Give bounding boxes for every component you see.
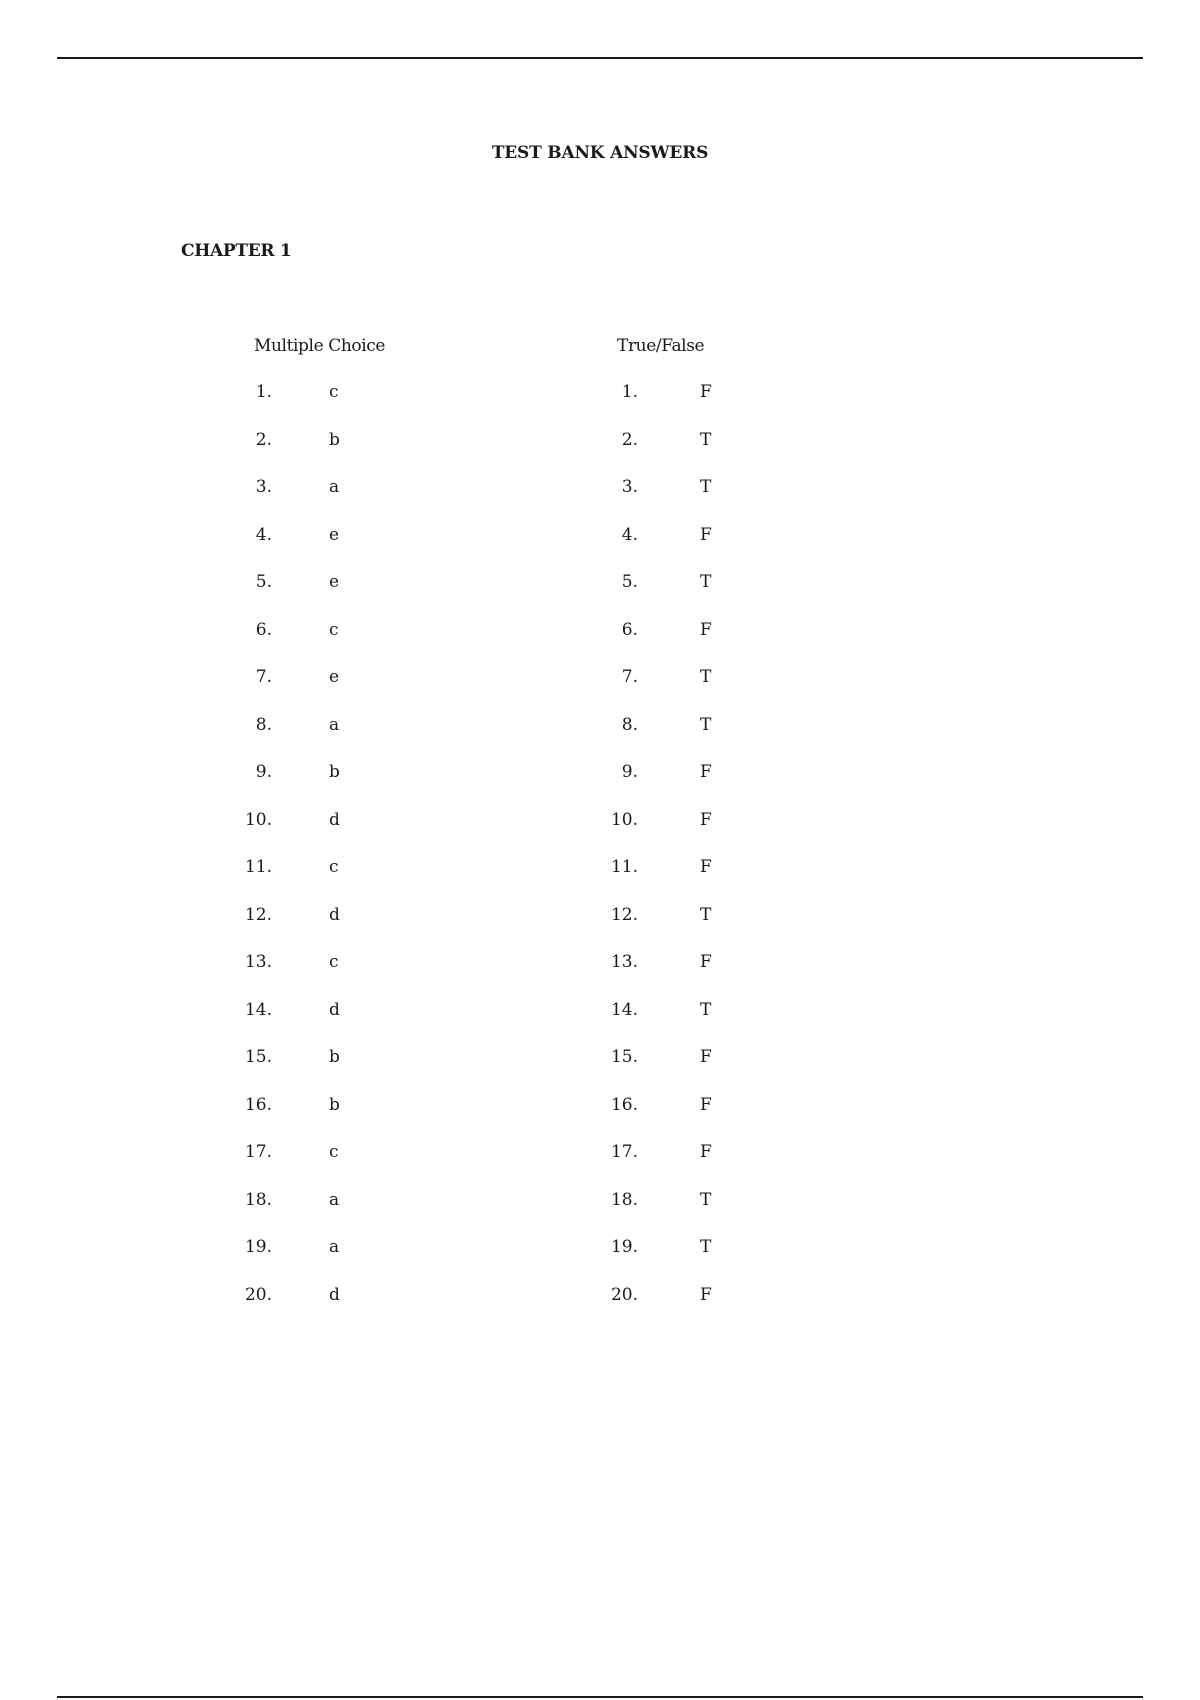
- mc-answer: e: [329, 524, 340, 545]
- tf-answer-row: [596, 1285, 712, 1333]
- tf-answer: F: [700, 762, 712, 782]
- mc-answer-row: [230, 1237, 340, 1285]
- tf-question-number: 4.: [621, 524, 638, 545]
- tf-question-number: 8.: [621, 714, 638, 735]
- tf-answer-row: [596, 715, 712, 763]
- tf-question-number: 14.: [610, 999, 638, 1020]
- true-false-answer-list: [596, 382, 712, 1332]
- tf-question-number: 1.: [621, 382, 638, 402]
- tf-answer-row: [596, 857, 712, 905]
- mc-answer-row: [230, 905, 340, 953]
- mc-answer: d: [329, 904, 340, 925]
- tf-question-number: 5.: [621, 572, 638, 592]
- mc-answer: c: [329, 382, 339, 402]
- multiple-choice-answer-list: [230, 382, 340, 1332]
- tf-answer: F: [700, 619, 712, 640]
- tf-question-number: 19.: [610, 1237, 638, 1257]
- top-rule: [57, 57, 1143, 59]
- tf-question-number: 13.: [610, 952, 638, 972]
- mc-question-number: 10.: [244, 809, 272, 830]
- tf-answer-row: [596, 572, 712, 620]
- mc-answer-row: [230, 715, 340, 763]
- mc-question-number: 11.: [244, 857, 272, 877]
- mc-question-number: 1.: [255, 382, 272, 402]
- tf-question-number: 12.: [610, 904, 638, 925]
- tf-answer-row: [596, 905, 712, 953]
- mc-answer: b: [329, 1047, 340, 1067]
- tf-answer: F: [700, 1284, 712, 1305]
- mc-answer: b: [329, 762, 340, 782]
- mc-question-number: 16.: [244, 1094, 272, 1115]
- mc-question-number: 13.: [244, 952, 272, 972]
- mc-answer-row: [230, 952, 340, 1000]
- mc-answer-row: [230, 477, 340, 525]
- mc-question-number: 12.: [244, 904, 272, 925]
- tf-answer: T: [700, 714, 712, 735]
- tf-question-number: 18.: [610, 1189, 638, 1210]
- tf-answer-row: [596, 810, 712, 858]
- tf-question-number: 11.: [610, 857, 638, 877]
- mc-answer: c: [329, 857, 339, 877]
- mc-answer: e: [329, 667, 340, 687]
- tf-answer: T: [700, 1237, 712, 1257]
- tf-answer: F: [700, 857, 712, 877]
- mc-answer-row: [230, 620, 340, 668]
- mc-question-number: 6.: [255, 619, 272, 640]
- tf-question-number: 10.: [610, 809, 638, 830]
- tf-answer: F: [700, 524, 712, 545]
- tf-answer: F: [700, 1047, 712, 1067]
- tf-answer: T: [700, 1189, 712, 1210]
- tf-answer-row: [596, 762, 712, 810]
- tf-question-number: 17.: [610, 1142, 638, 1162]
- tf-answer-row: [596, 1047, 712, 1095]
- tf-answer-row: [596, 667, 712, 715]
- mc-answer-row: [230, 1190, 340, 1238]
- mc-question-number: 7.: [255, 667, 272, 687]
- mc-answer: a: [329, 1189, 340, 1210]
- mc-question-number: 8.: [255, 714, 272, 735]
- tf-question-number: 15.: [610, 1047, 638, 1067]
- tf-answer: T: [700, 667, 712, 687]
- tf-answer-row: [596, 430, 712, 478]
- tf-answer-row: [596, 1190, 712, 1238]
- tf-answer-row: [596, 1095, 712, 1143]
- tf-answer: F: [700, 1142, 712, 1162]
- true-false-header: True/False: [617, 336, 705, 356]
- tf-answer: F: [700, 1094, 712, 1115]
- chapter-heading: CHAPTER 1: [181, 241, 292, 261]
- tf-answer: T: [700, 572, 712, 592]
- tf-answer: T: [700, 429, 712, 450]
- tf-question-number: 9.: [621, 762, 638, 782]
- tf-answer: F: [700, 809, 712, 830]
- mc-question-number: 15.: [244, 1047, 272, 1067]
- mc-question-number: 4.: [255, 524, 272, 545]
- tf-answer: T: [700, 999, 712, 1020]
- mc-answer-row: [230, 1095, 340, 1143]
- mc-answer: a: [329, 714, 340, 735]
- mc-answer-row: [230, 572, 340, 620]
- tf-question-number: 20.: [610, 1284, 638, 1305]
- mc-answer: e: [329, 572, 340, 592]
- mc-answer-row: [230, 430, 340, 478]
- tf-answer-row: [596, 1237, 712, 1285]
- tf-question-number: 3.: [621, 477, 638, 497]
- tf-answer-row: [596, 525, 712, 573]
- tf-answer-row: [596, 1142, 712, 1190]
- mc-question-number: 14.: [244, 999, 272, 1020]
- mc-answer-row: [230, 1142, 340, 1190]
- tf-question-number: 7.: [621, 667, 638, 687]
- mc-answer: c: [329, 1142, 339, 1162]
- tf-answer-row: [596, 382, 712, 430]
- mc-question-number: 19.: [244, 1237, 272, 1257]
- bottom-rule: [57, 1696, 1143, 1698]
- mc-answer: b: [329, 1094, 340, 1115]
- tf-question-number: 16.: [610, 1094, 638, 1115]
- tf-answer-row: [596, 1000, 712, 1048]
- mc-answer: a: [329, 477, 340, 497]
- tf-question-number: 6.: [621, 619, 638, 640]
- mc-question-number: 2.: [255, 429, 272, 450]
- mc-answer-row: [230, 762, 340, 810]
- tf-answer: T: [700, 904, 712, 925]
- mc-answer: d: [329, 999, 340, 1020]
- mc-question-number: 20.: [244, 1284, 272, 1305]
- mc-question-number: 5.: [255, 572, 272, 592]
- mc-answer: b: [329, 429, 340, 450]
- mc-answer-row: [230, 1000, 340, 1048]
- mc-answer: d: [329, 809, 340, 830]
- mc-question-number: 9.: [255, 762, 272, 782]
- mc-answer-row: [230, 667, 340, 715]
- mc-answer-row: [230, 382, 340, 430]
- multiple-choice-header: Multiple Choice: [254, 336, 386, 356]
- mc-answer-row: [230, 810, 340, 858]
- tf-answer-row: [596, 477, 712, 525]
- mc-answer: d: [329, 1284, 340, 1305]
- mc-question-number: 18.: [244, 1189, 272, 1210]
- mc-answer: c: [329, 619, 339, 640]
- tf-answer-row: [596, 620, 712, 668]
- tf-answer-row: [596, 952, 712, 1000]
- tf-answer: F: [700, 952, 712, 972]
- mc-question-number: 17.: [244, 1142, 272, 1162]
- tf-answer: F: [700, 382, 712, 402]
- mc-question-number: 3.: [255, 477, 272, 497]
- mc-answer: c: [329, 952, 339, 972]
- mc-answer-row: [230, 1047, 340, 1095]
- tf-question-number: 2.: [621, 429, 638, 450]
- mc-answer-row: [230, 1285, 340, 1333]
- tf-answer: T: [700, 477, 712, 497]
- mc-answer: a: [329, 1237, 340, 1257]
- mc-answer-row: [230, 525, 340, 573]
- page-title: TEST BANK ANSWERS: [491, 143, 709, 163]
- mc-answer-row: [230, 857, 340, 905]
